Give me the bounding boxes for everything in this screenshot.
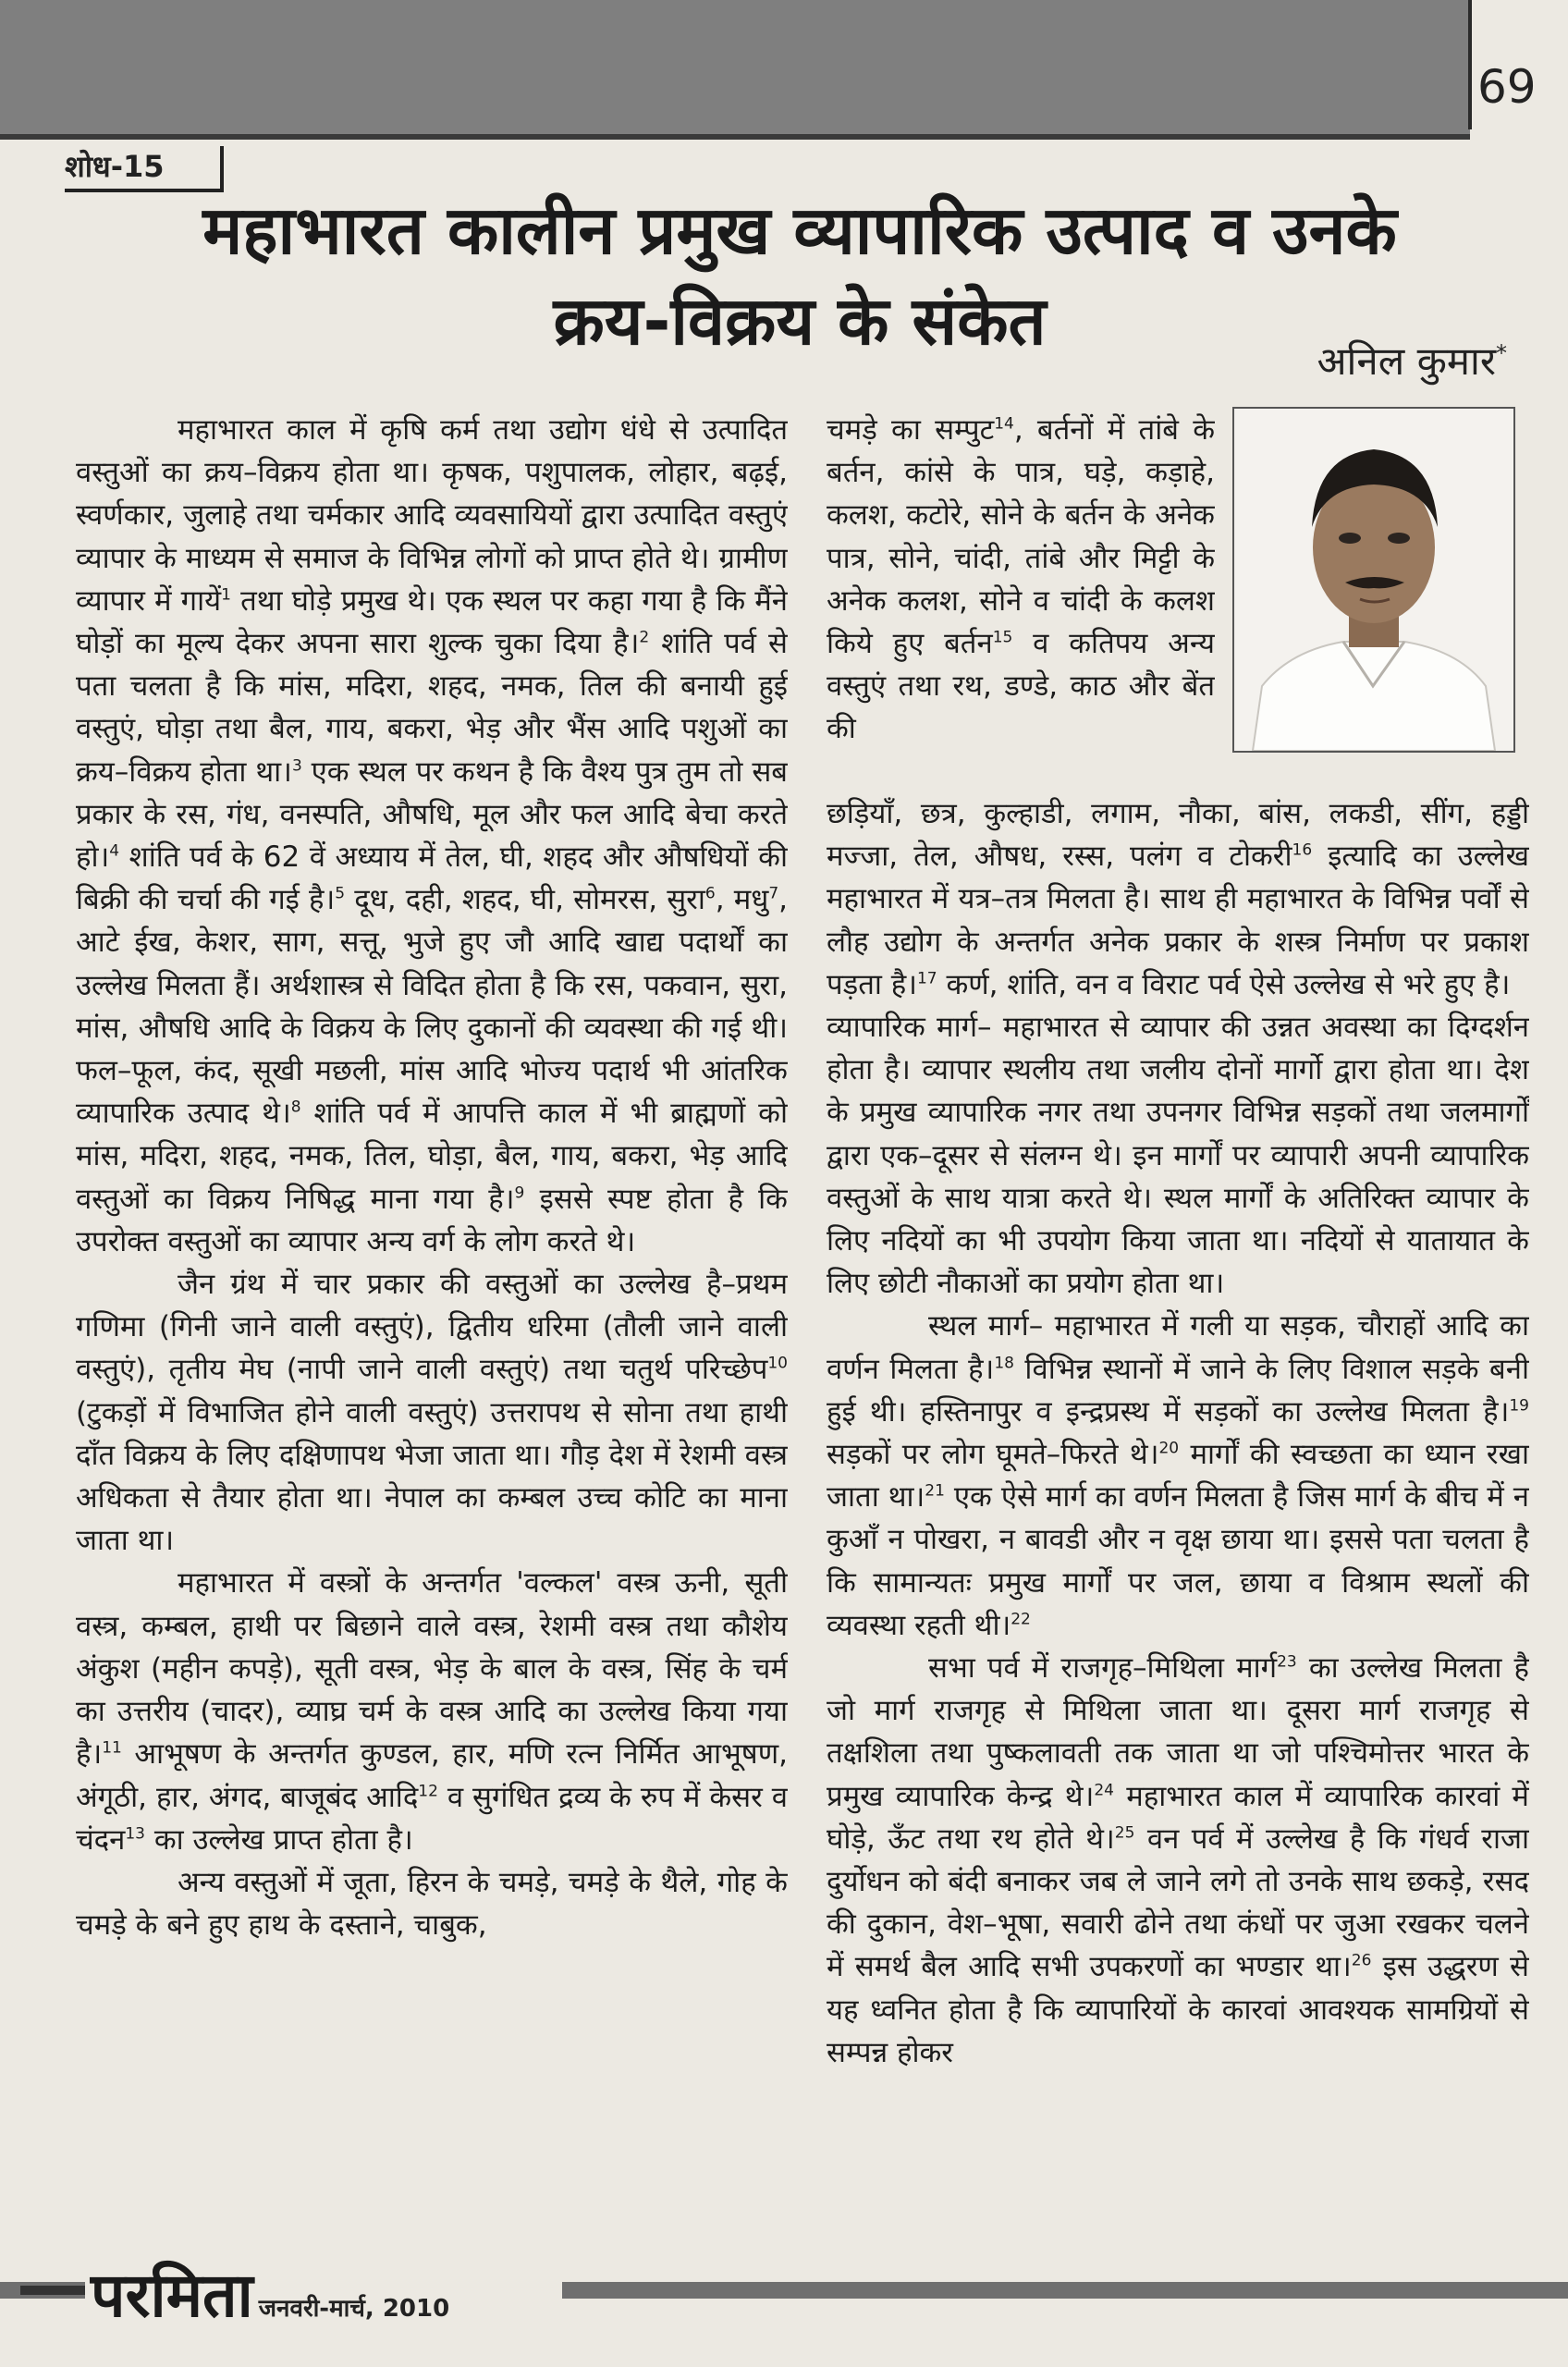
author-name-text: अनिल कुमार: [1317, 338, 1496, 384]
article-title: [139, 185, 1461, 366]
body-paragraph: महाभारत में वस्त्रों के अन्तर्गत 'वल्कल' वस्त्र ऊनी, सूती वस्त्र, कम्बल, हाथी पर बिछाने वाले वस्त्र, रेशमी वस्त्र तथा कौशेय अंकुश (महीन कपड़े), सूती वस्त्र, भेड़ के बाल के वस्त्र, सिंह के चर्म का उत्तरीय (चादर), व्याघ्र चर्म के वस्त्र आदि का उल्लेख किया गया है।$^{11}$ आभूषण के अन्तर्गत कुण्डल, हार, मणि रत्न निर्मित आभूषण, अंगूठी, हार, अंगद, बाजूबंद आदि$^{12}$ व सुगंधित द्रव्य के रुप में केसर व चंदन$^{13}$ का उल्लेख प्राप्त होता है।: [76, 1566, 788, 1857]
page-number: 69: [1477, 60, 1537, 114]
author-name: [1267, 329, 1507, 386]
article-body-right-column: [827, 792, 1529, 2244]
journal-name: परमिता: [91, 2260, 253, 2331]
author-photo: [1232, 407, 1515, 753]
header-rule: [0, 134, 1470, 140]
header-band: [0, 0, 1470, 134]
body-paragraph: जैन ग्रंथ में चार प्रकार की वस्तुओं का उल्लेख है–प्रथम गणिमा (गिनी जाने वाली वस्तुएं), द्वितीय धरिमा (तौली जाने वाली वस्तुएं), तृतीय मेघ (नापी जाने वाली वस्तुएं) तथा चतुर्थ परिच्छेप$^{10}$ (टुकड़ों में विभाजित होने वाली वस्तुएं) उत्तरापथ से सोना तथा हाथी दाँत विक्रय के लिए दक्षिणापथ भेजा जाता था। गौड़ देश में रेशमी वस्त्र अधिकता से तैयार होता था। नेपाल का कम्बल उच्च कोटि का माना जाता था।: [76, 1268, 788, 1558]
body-paragraph: अन्य वस्तुओं में जूता, हिरन के चमड़े, चमड़े के थैले, गोह के चमड़े के बने हुए हाथ के दस्ताने, चाबुक,: [76, 1865, 788, 1943]
body-paragraph: व्यापारिक मार्ग– महाभारत से व्यापार की उन्नत अवस्था का दिग्दर्शन होता है। व्यापार स्थलीय तथा जलीय दोनों मार्गो द्वारा होता था। देश के प्रमुख व्यापारिक नगर तथा उपनगर विभिन्न सड़कों तथा जलमार्गों द्वारा एक–दूसर से संलग्न थे। इन मार्गों पर व्यापारी अपनी व्यापारिक वस्तुओं के साथ यात्रा करते थे। स्थल मार्गों के अतिरिक्त व्यापार के लिए नदियों का भी उपयोग किया जाता था। नदियों से यातायात के लिए छोटी नौकाओं का प्रयोग होता था।: [827, 1011, 1529, 1301]
body-paragraph: स्थल मार्ग– महाभारत में गली या सड़क, चौराहों आदि का वर्णन मिलता है।$^{18}$ विभिन्न स्थानों में जाने के लिए विशाल सड़के बनी हुई थी। हस्तिनापुर व इन्द्रप्रस्थ में सड़कों का उल्लेख मिलता है।$^{19}$ सड़कों पर लोग घूमते–फिरते थे।$^{20}$ मार्गों की स्वच्छता का ध्यान रखा जाता था।$^{21}$ एक ऐसे मार्ग का वर्णन मिलता है जिस मार्ग के बीच में न कुआँ न पोखरा, न बावडी और न वृक्ष छाया था। इससे पता चलता है कि सामान्यतः प्रमुख मार्गों पर जल, छाया व विश्राम स्थलों की व्यवस्था रहती थी।$^{22}$: [827, 1309, 1529, 1642]
title-line-2: क्रय-विक्रय के संकेत: [553, 282, 1047, 360]
title-line-1: महाभारत कालीन प्रमुख व्यापारिक उत्पाद व उनके: [202, 191, 1397, 269]
article-body-right-column-upper: [827, 409, 1215, 751]
issue-date: जनवरी-मार्च, 2010: [258, 2295, 450, 2323]
body-paragraph: छड़ियाँ, छत्र, कुल्हाडी, लगाम, नौका, बांस, लकडी, सींग, हड्डी मज्जा, तेल, औषध, रस्स, पलंग व टोकरी$^{16}$ इत्यादि का उल्लेख महाभारत में यत्र–तत्र मिलता है। साथ ही महाभारत के विभिन्न पर्वों से लौह उद्योग के अन्तर्गत अनेक प्रकार के शस्त्र निर्माण पर प्रकाश पड़ता है।$^{17}$ कर्ण, शांति, वन व विराट पर्व ऐसे उल्लेख से भरे हुए है।: [827, 797, 1529, 1001]
section-tag: शोध-15: [65, 146, 224, 192]
page-number-divider: [1468, 0, 1472, 129]
footer-label: [85, 2260, 562, 2331]
article-body-left-column: [76, 409, 788, 2244]
author-portrait-image: [1234, 409, 1513, 751]
body-paragraph: सभा पर्व में राजगृह–मिथिला मार्ग$^{23}$ का उल्लेख मिलता है जो मार्ग राजगृह से मिथिला जाता था। दूसरा मार्ग राजगृह से तक्षशिला तथा पुष्कलावती तक जाता था जो पश्चिमोत्तर भारत के प्रमुख व्यापारिक केन्द्र थे।$^{24}$ महाभारत काल में व्यापारिक कारवां में घोड़े, ऊँट तथा रथ होते थे।$^{25}$ वन पर्व में उल्लेख है कि गंधर्व राजा दुर्योधन को बंदी बनाकर जब ले जाने लगे तो उनके साथ छकड़े, रसद की दुकान, वेश–भूषा, सवारी ढोने तथा कंधों पर जुआ रखकर चलने में समर्थ बैल आदि सभी उपकरणों का भण्डार था।$^{26}$ इस उद्धरण से यह ध्वनित होता है कि व्यापारियों के कारवां आवश्यक सामग्रियों से सम्पन्न होकर: [827, 1651, 1529, 2069]
author-footnote-mark: *: [1496, 340, 1507, 366]
body-paragraph: चमड़े का सम्पुट$^{14}$, बर्तनों में तांबे के बर्तन, कांसे के पात्र, घड़े, कड़ाहे, कलश, कटोरे, सोने के बर्तन के अनेक पात्र, सोने, चांदी, तांबे और मिट्टी के अनेक कलश, सोने व चांदी के कलश किये हुए बर्तन$^{15}$ व कतिपय अन्य वस्तुएं तथा रथ, डण्डे, काठ और बेंत की: [827, 413, 1215, 746]
body-paragraph: महाभारत काल में कृषि कर्म तथा उद्योग धंधे से उत्पादित वस्तुओं का क्रय–विक्रय होता था। कृषक, पशुपालक, लोहार, बढ़ई, स्वर्णकार, जुलाहे तथा चर्मकार आदि व्यवसायियों द्वारा उत्पादित वस्तुएं व्यापार के माध्यम से समाज के विभिन्न लोगों को प्राप्त होते थे। ग्रामीण व्यापार में गायें$^1$ तथा घोड़े प्रमुख थे। एक स्थल पर कहा गया है कि मैंने घोड़ों का मूल्य देकर अपना सारा शुल्क चुका दिया है।$^2$ शांति पर्व से पता चलता है कि मांस, मदिरा, शहद, नमक, तिल की बनायी हुई वस्तुएं, घोड़ा तथा बैल, गाय, बकरा, भेड़ और भैंस आदि पशुओं का क्रय–विक्रय होता था।$^3$ एक स्थल पर कथन है कि वैश्य पुत्र तुम तो सब प्रकार के रस, गंध, वनस्पति, औषधि, मूल और फल आदि बेचा करते हो।$^4$ शांति पर्व के 62 वें अध्याय में तेल, घी, शहद और औषधियों की बिक्री की चर्चा की गई है।$^5$ दूध, दही, शहद, घी, सोमरस, सुरा$^6$, मधु$^7$, आटे ईख, केशर, साग, सत्तू, भुजे हुए जौ आदि खाद्य पदार्थों का उल्लेख मिलता हैं। अर्थशास्त्र से विदित होता है कि रस, पकवान, सुरा, मांस, औषधि आदि के विक्रय के लिए दुकानों की व्यवस्था की गई थी। फल–फूल, कंद, सूखी मछली, मांस आदि भोज्य पदार्थ भी आंतरिक व्यापारिक उत्पाद थे।$^8$ शांति पर्व में आपत्ति काल में भी ब्राह्मणों को मांस, मदिरा, शहद, नमक, तिल, घोड़ा, बैल, गाय, बकरा, भेड़ आदि वस्तुओं का विक्रय निषिद्ध माना गया है।$^9$ इससे स्पष्ट होता है कि उपरोक्त वस्तुओं का व्यापार अन्य वर्ग के लोग करते थे।: [76, 413, 788, 1258]
footer-rule-left: [20, 2286, 85, 2295]
